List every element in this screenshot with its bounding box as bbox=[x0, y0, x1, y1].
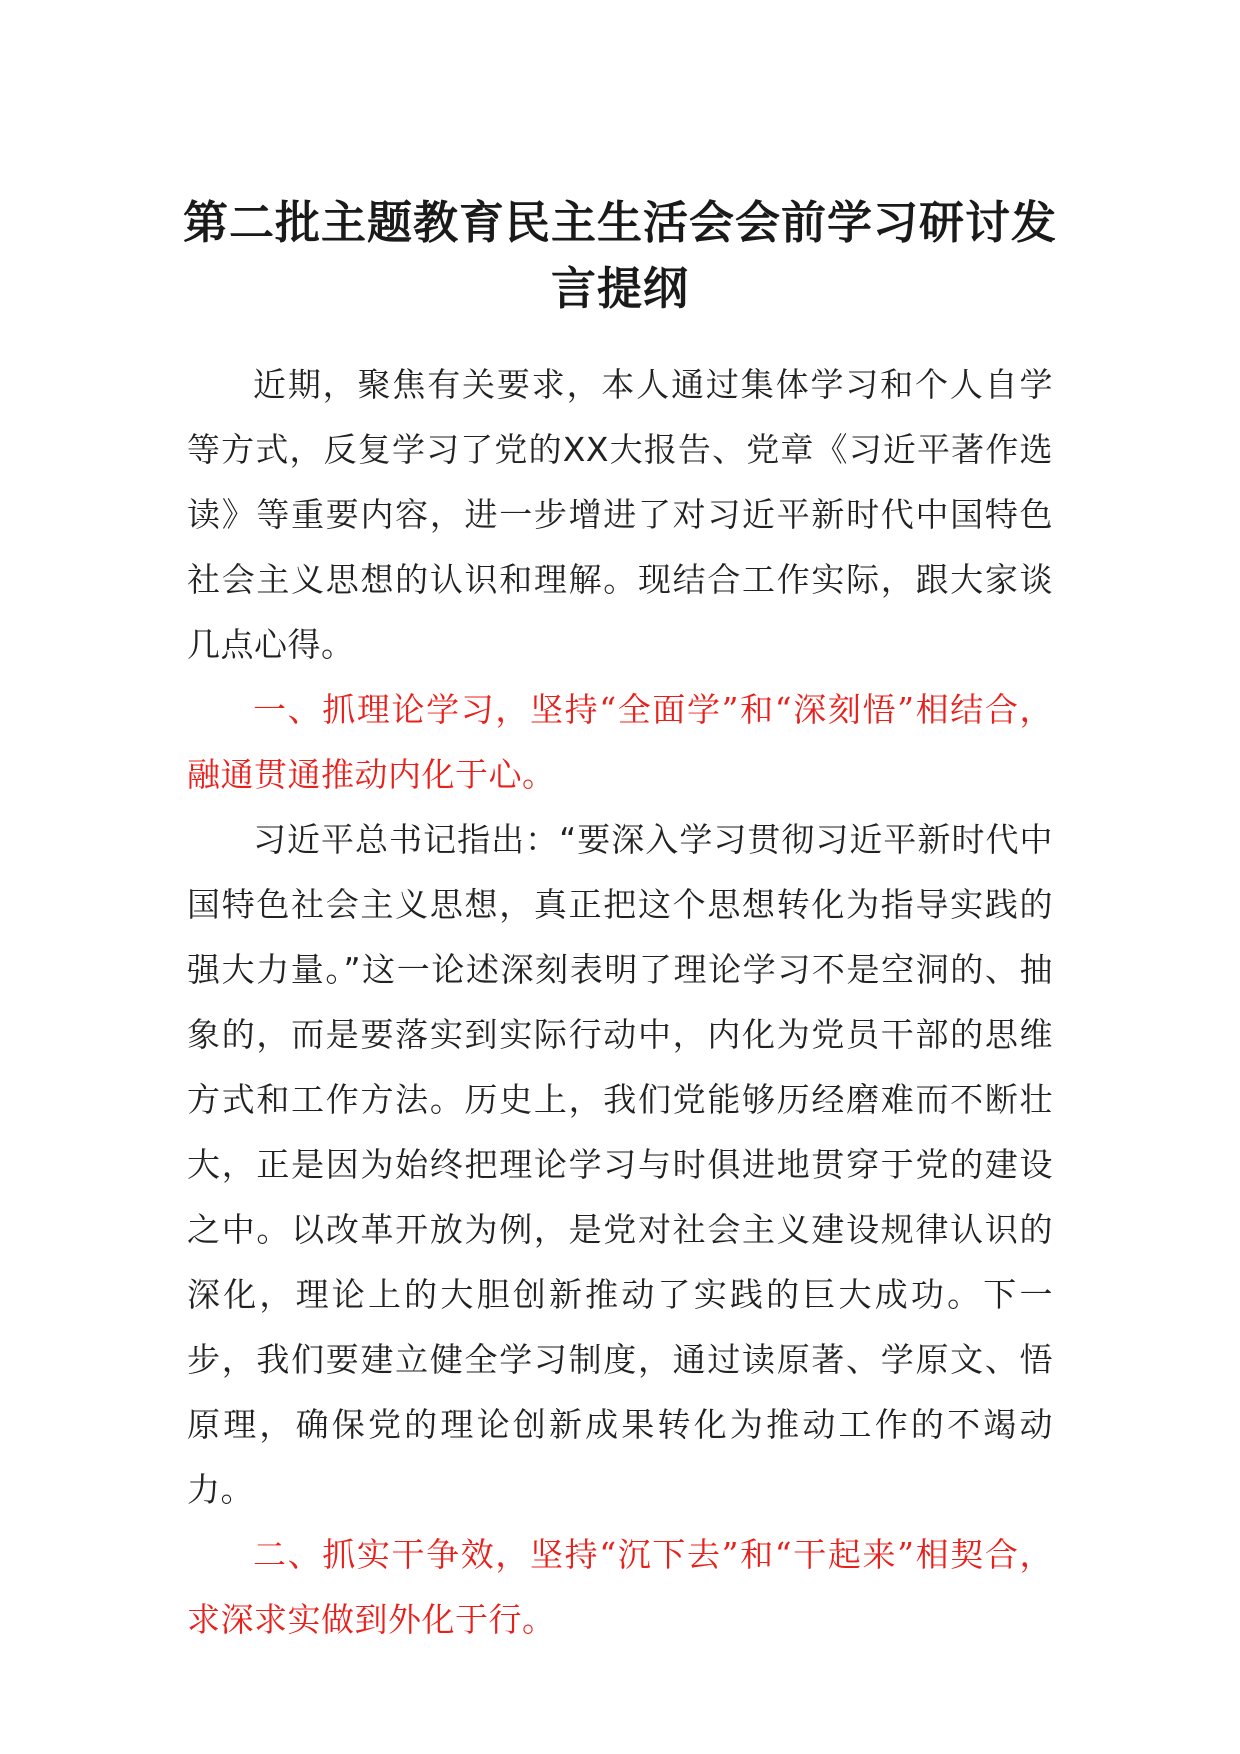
section-heading-2: 二、抓实干争效，坚持“沉下去”和“干起来”相契合，求深求实做到外化于行。 bbox=[187, 1535, 1053, 1639]
section-heading-1: 一、抓理论学习，坚持“全面学”和“深刻悟”相结合，融通贯通推动内化于心。 bbox=[187, 690, 1053, 794]
document-title: 第二批主题教育民主生活会会前学习研讨发言提纲 bbox=[182, 196, 1057, 315]
section-1-paragraph: 习近平总书记指出：“要深入学习贯彻习近平新时代中国特色社会主义思想，真正把这个思想转化为指导实践的强大力量。”这一论述深刻表明了理论学习不是空洞的、抽象的，而是要落实到实际行动中，内化为党员干部的思维方式和工作方法。历史上，我们党能够历经磨难而不断壮大，正是因为始终把理论学习与时俱进地贯穿于党的建设之中。以改革开放为例，是党对社会主义建设规律认识的深化，理论上的大胆创新推动了实践的巨大成功。下一步，我们要建立健全学习制度，通过读原著、学原文、悟原理，确保党的理论创新成果转化为推动工作的不竭动力。 bbox=[187, 820, 1053, 1509]
document-content bbox=[182, 190, 1057, 1652]
intro-paragraph: 近期，聚焦有关要求，本人通过集体学习和个人自学等方式，反复学习了党的XX大报告、党章《习近平著作选读》等重要内容，进一步增进了对习近平新时代中国特色社会主义思想的认识和理解。现结合工作实际，跟大家谈几点心得。 bbox=[187, 365, 1053, 664]
